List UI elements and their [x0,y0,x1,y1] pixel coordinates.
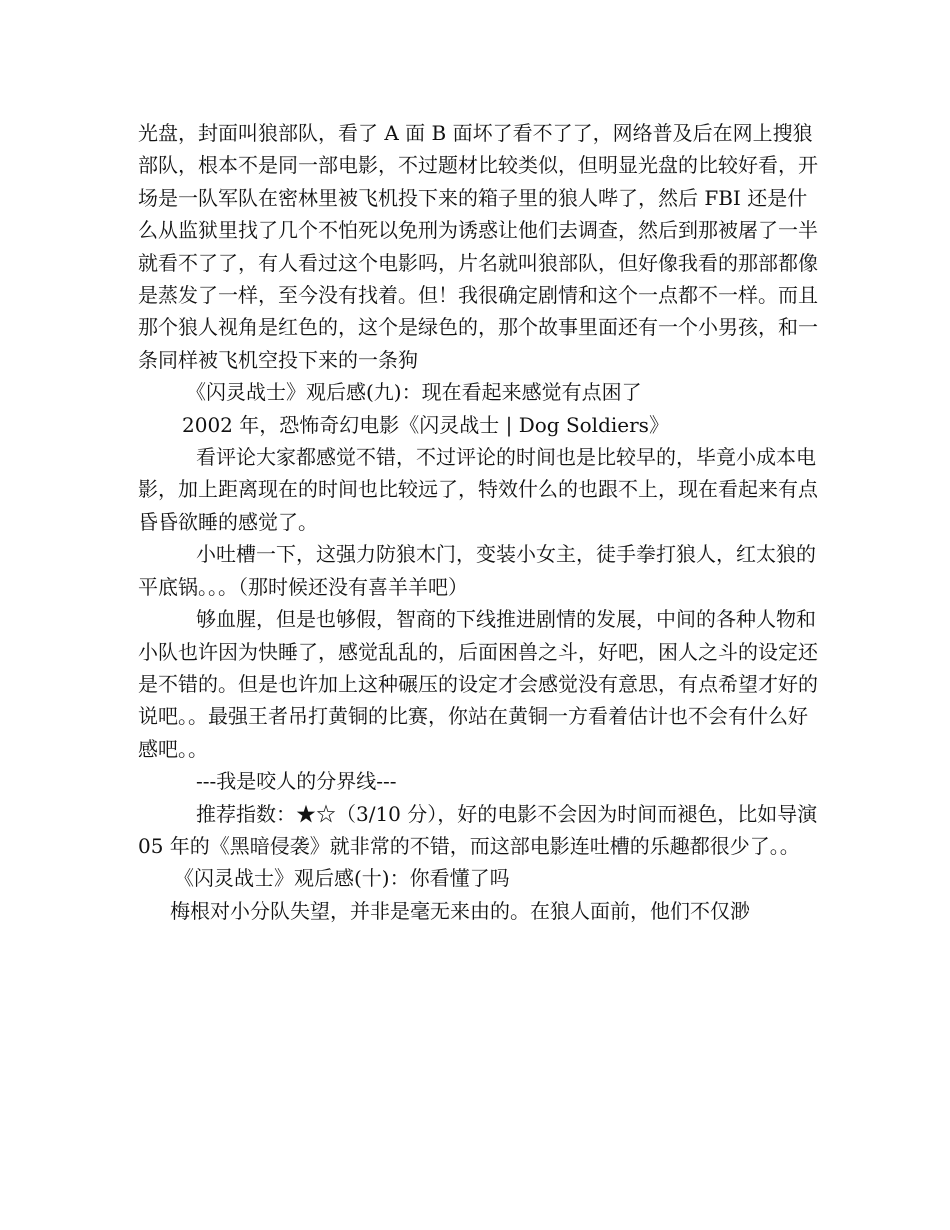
paragraph-megan: 梅根对小分队失望，并非是毫无来由的。在狼人面前，他们不仅渺 [170,898,750,923]
paragraph-continuation: 光盘，封面叫狼部队，看了 A 面 B 面坏了看不了了，网络普及后在网上搜狼部队，根本不是同一部电影，不过题材比较类似，但明显光盘的比较好看，开场是一队军队在密林里被飞机投下来的箱子里的狼人哔了，然后 FBI 还是什么从监狱里找了几个不怕死以免刑为诱惑让他们去调查，然后到那被屠了一半就看不了了，有人看过这个电影吗，片名就叫狼部队，但好像我看的那部都像是蒸发了一样，至今没有找着。但！我很确定剧情和这个一点都不一样。而且那个狼人视角是红色的，这个是绿色的，那个故事里面还有一个小男孩，和一条同样被飞机空投下来的一条狗 [138,121,818,372]
document-body [138,117,818,927]
paragraph-rating: 推荐指数：★☆（3/10 分），好的电影不会因为时间而褪色，比如导演 05 年的《黑暗侵袭》就非常的不错，而这部电影连吐槽的乐趣都很少了。。 [138,801,818,858]
paragraph-review-intro: 看评论大家都感觉不错，不过评论的时间也是比较早的，毕竟小成本电影，加上距离现在的时间也比较远了，特效什么的也跟不上，现在看起来有点昏昏欲睡的感觉了。 [138,445,818,534]
film-info-line: 2002 年，恐怖奇幻电影《闪灵战士 | Dog Soldiers》 [182,412,669,437]
section-heading-10: 《闪灵战士》观后感(十)：你看懂了吗 [174,866,510,891]
divider-line: ---我是咬人的分界线--- [196,769,397,794]
section-heading-9: 《闪灵战士》观后感(九)：现在看起来感觉有点困了 [186,380,642,405]
paragraph-opinion: 够血腥，但是也够假，智商的下线推进剧情的发展，中间的各种人物和小队也许因为快睡了，感觉乱乱的，后面困兽之斗，好吧，困人之斗的设定还是不错的。但是也许加上这种碾压的设定才会感觉没有意思，有点希望才好的说吧。。最强王者吊打黄铜的比赛，你站在黄铜一方看着估计也不会有什么好感吧。。 [138,607,818,761]
paragraph-complaint: 小吐槽一下，这强力防狼木门，变装小女主，徒手拳打狼人，红太狼的平底锅。。。（那时候还没有喜羊羊吧） [138,542,816,599]
